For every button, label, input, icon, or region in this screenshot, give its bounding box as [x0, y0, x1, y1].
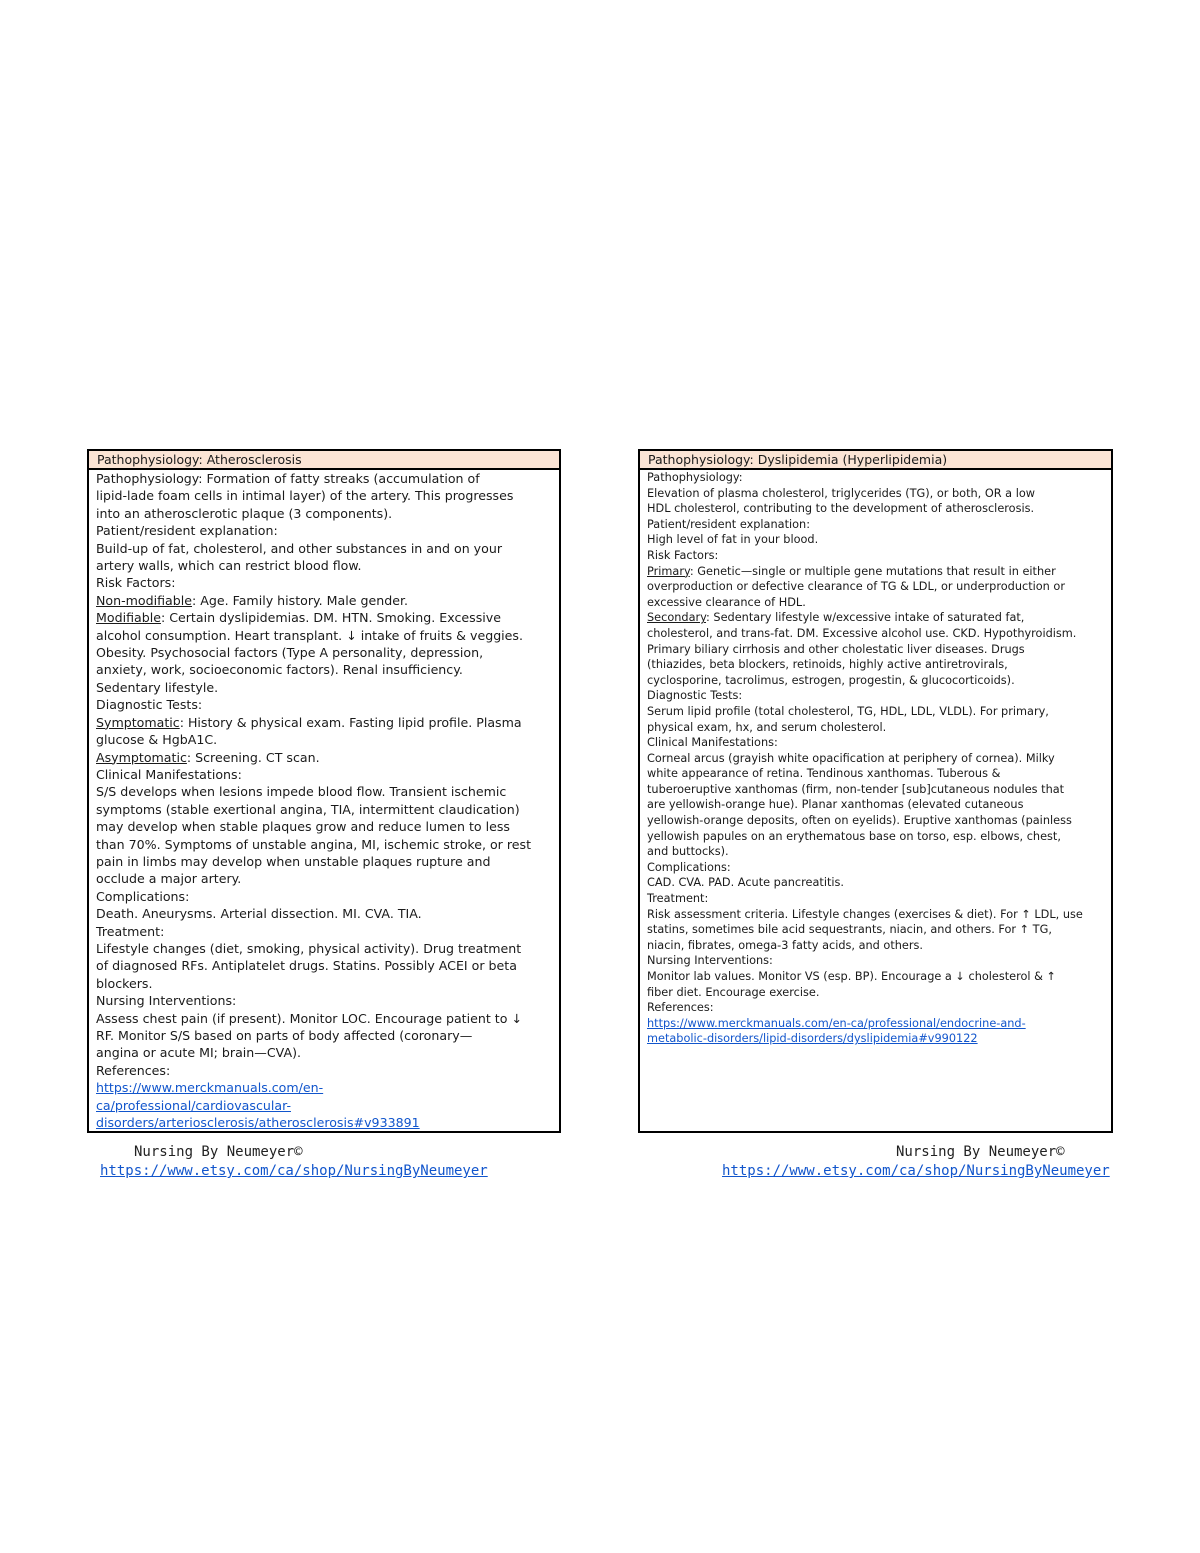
- text-segment: Death. Aneurysms. Arterial dissection. MI. CVA. TIA.: [96, 906, 422, 922]
- text-segment: fiber diet. Encourage exercise.: [647, 985, 820, 999]
- text-line: [96, 609, 553, 626]
- text-segment: are yellowish-orange hue). Planar xanthomas (elevated cutaneous: [647, 798, 1024, 812]
- text-segment: References:: [647, 1001, 714, 1015]
- text-segment: : Sedentary lifestyle w/excessive intake of saturated fat,: [706, 611, 1025, 625]
- text-segment: Risk assessment criteria. Lifestyle changes (exercises & diet). For ↑ LDL, use: [647, 907, 1083, 921]
- subheading-label: Secondary: [647, 611, 707, 625]
- dyslipidemia-card: [638, 449, 1113, 1133]
- text-segment: Diagnostic Tests:: [647, 689, 743, 703]
- text-line: [96, 749, 553, 766]
- text-segment: lipid-lade foam cells in intimal layer) of the artery. This progresses: [96, 488, 514, 504]
- text-segment: physical exam, hx, and serum cholesterol.: [647, 720, 887, 734]
- text-segment: Lifestyle changes (diet, smoking, physical activity). Drug treatment: [96, 940, 522, 956]
- reference-link[interactable]: ca/professional/cardiovascular-: [96, 1097, 291, 1113]
- text-segment: overproduction or defective clearance of TG & LDL, or underproduction or: [647, 580, 1065, 594]
- text-line: [647, 875, 1105, 891]
- text-segment: Assess chest pain (if present). Monitor LOC. Encourage patient to ↓: [96, 1010, 522, 1026]
- text-line: [96, 470, 553, 487]
- text-line: [647, 673, 1105, 689]
- text-line: [96, 905, 553, 922]
- text-segment: Nursing Interventions:: [96, 993, 237, 1009]
- text-line: [647, 704, 1105, 720]
- subheading-label: Asymptomatic: [96, 749, 187, 765]
- text-segment: Pathophysiology:: [647, 471, 743, 484]
- footer-left: [100, 1143, 488, 1181]
- text-segment: angina or acute MI; brain—CVA).: [96, 1045, 302, 1061]
- reference-link[interactable]: https://www.merckmanuals.com/en-: [96, 1080, 324, 1096]
- text-line: [96, 1027, 553, 1044]
- text-line: [647, 657, 1105, 673]
- text-segment: yellowish papules on an erythematous base on torso, esp. elbows, chest,: [647, 829, 1061, 843]
- text-line: [96, 1044, 553, 1061]
- text-line: [647, 735, 1105, 751]
- text-segment: symptoms (stable exertional angina, TIA, intermittent claudication): [96, 801, 520, 817]
- text-line: [96, 957, 553, 974]
- text-line: [647, 797, 1105, 813]
- text-segment: Treatment:: [647, 892, 709, 906]
- text-segment: yellowish-orange deposits, often on eyelids). Eruptive xanthomas (painless: [647, 814, 1072, 828]
- reference-link[interactable]: metabolic-disorders/lipid-disorders/dyslipidemia#v990122: [647, 1032, 978, 1046]
- footer-brand: Nursing By Neumeyer©: [134, 1144, 303, 1160]
- text-line: [96, 1097, 553, 1114]
- subheading-label: Non-modifiable: [96, 592, 193, 608]
- text-segment: niacin, fibrates, omega-3 fatty acids, and others.: [647, 938, 923, 952]
- text-line: [647, 579, 1105, 595]
- text-segment: occlude a major artery.: [96, 871, 242, 887]
- text-line: [96, 853, 553, 870]
- text-segment: Clinical Manifestations:: [96, 766, 242, 782]
- card-title: Pathophysiology: Atherosclerosis: [89, 451, 559, 470]
- text-segment: Patient/resident explanation:: [647, 517, 811, 531]
- shop-link[interactable]: https://www.etsy.com/ca/shop/NursingByNeumeyer: [100, 1163, 488, 1179]
- footer-right: [722, 1143, 1110, 1181]
- reference-link[interactable]: https://www.merckmanuals.com/en-ca/professional/endocrine-and-: [647, 1016, 1026, 1030]
- text-line: [647, 501, 1105, 517]
- text-line: [96, 923, 553, 940]
- card-body: [89, 470, 559, 1131]
- text-line: [96, 714, 553, 731]
- text-line: [96, 487, 553, 504]
- text-segment: Nursing Interventions:: [647, 954, 773, 968]
- card-title: Pathophysiology: Dyslipidemia (Hyperlipidemia): [640, 451, 1111, 470]
- text-segment: statins, sometimes bile acid sequestrants, niacin, and others. For ↑ TG,: [647, 923, 1052, 937]
- text-line: [647, 938, 1105, 954]
- text-segment: of diagnosed RFs. Antiplatelet drugs. Statins. Possibly ACEI or beta: [96, 958, 517, 974]
- text-segment: white appearance of retina. Tendinous xanthomas. Tuberous &: [647, 767, 1001, 781]
- text-line: [647, 626, 1105, 642]
- text-line: [96, 557, 553, 574]
- text-segment: excessive clearance of HDL.: [647, 595, 806, 609]
- text-line: [647, 985, 1105, 1001]
- text-segment: Corneal arcus (grayish white opacification at periphery of cornea). Milky: [647, 751, 1055, 765]
- text-line: [647, 610, 1105, 626]
- subheading-label: Primary: [647, 564, 690, 578]
- atherosclerosis-card: [87, 449, 561, 1133]
- text-segment: S/S develops when lesions impede blood flow. Transient ischemic: [96, 784, 507, 800]
- text-line: [647, 595, 1105, 611]
- text-line: [96, 731, 553, 748]
- text-segment: may develop when stable plaques grow and reduce lumen to less: [96, 819, 510, 835]
- text-segment: Diagnostic Tests:: [96, 697, 203, 713]
- text-segment: Risk Factors:: [647, 548, 719, 562]
- text-segment: and buttocks).: [647, 845, 729, 859]
- text-line: [96, 522, 553, 539]
- text-line: [647, 642, 1105, 658]
- text-line: [96, 818, 553, 835]
- text-line: [96, 627, 553, 644]
- text-line: [96, 836, 553, 853]
- text-line: [647, 844, 1105, 860]
- text-segment: (thiazides, beta blockers, retinoids, highly active antiretrovirals,: [647, 658, 1008, 672]
- text-line: [96, 574, 553, 591]
- text-line: [647, 829, 1105, 845]
- text-line: [96, 783, 553, 800]
- text-line: [96, 975, 553, 992]
- text-line: [647, 751, 1105, 767]
- text-line: [647, 564, 1105, 580]
- text-segment: References:: [96, 1062, 171, 1078]
- text-segment: RF. Monitor S/S based on parts of body affected (coronary—: [96, 1028, 473, 1043]
- text-segment: blockers.: [96, 975, 153, 991]
- text-segment: Serum lipid profile (total cholesterol, TG, HDL, LDL, VLDL). For primary,: [647, 704, 1049, 718]
- text-segment: Risk Factors:: [96, 575, 176, 591]
- reference-link[interactable]: disorders/arteriosclerosis/atherosclerosis#v933891: [96, 1115, 420, 1131]
- text-line: [96, 888, 553, 905]
- text-segment: cholesterol, and trans-fat. DM. Excessive alcohol use. CKD. Hypothyroidism.: [647, 626, 1077, 640]
- text-segment: artery walls, which can restrict blood flow.: [96, 558, 362, 574]
- text-segment: Complications:: [647, 860, 731, 874]
- text-segment: Patient/resident explanation:: [96, 523, 278, 539]
- text-line: [96, 940, 553, 957]
- text-line: [647, 1016, 1105, 1032]
- subheading-label: Symptomatic: [96, 714, 180, 730]
- text-line: [647, 720, 1105, 736]
- text-line: [647, 532, 1105, 548]
- text-segment: pain in limbs may develop when unstable plaques rupture and: [96, 853, 491, 869]
- text-line: [647, 860, 1105, 876]
- text-line: [647, 782, 1105, 798]
- text-segment: : Genetic—single or multiple gene mutations that result in either: [689, 564, 1056, 578]
- text-segment: Elevation of plasma cholesterol, triglycerides (TG), or both, OR a low: [647, 486, 1035, 500]
- text-line: [96, 766, 553, 783]
- text-line: [647, 470, 1105, 486]
- text-segment: HDL cholesterol, contributing to the development of atherosclerosis.: [647, 502, 1035, 516]
- text-line: [96, 679, 553, 696]
- text-line: [96, 644, 553, 661]
- text-line: [647, 922, 1105, 938]
- text-segment: Build-up of fat, cholesterol, and other substances in and on your: [96, 540, 503, 556]
- text-line: [647, 891, 1105, 907]
- text-segment: Complications:: [96, 888, 190, 904]
- text-line: [647, 517, 1105, 533]
- text-line: [647, 813, 1105, 829]
- text-line: [647, 486, 1105, 502]
- text-line: [647, 548, 1105, 564]
- text-segment: : Age. Family history. Male gender.: [192, 592, 409, 608]
- text-segment: High level of fat in your blood.: [647, 533, 819, 547]
- text-line: [96, 696, 553, 713]
- text-line: [96, 1010, 553, 1027]
- text-segment: alcohol consumption. Heart transplant. ↓ intake of fruits & veggies.: [96, 627, 523, 643]
- text-segment: anxiety, work, socioeconomic factors). Renal insufficiency.: [96, 662, 463, 678]
- text-segment: than 70%. Symptoms of unstable angina, MI, ischemic stroke, or rest: [96, 836, 532, 852]
- text-segment: Primary biliary cirrhosis and other cholestatic liver diseases. Drugs: [647, 642, 1025, 656]
- text-line: [647, 1000, 1105, 1016]
- text-segment: cyclosporine, tacrolimus, estrogen, progestin, & glucocorticoids).: [647, 673, 1015, 687]
- text-line: [647, 766, 1105, 782]
- text-segment: Sedentary lifestyle.: [96, 679, 219, 695]
- card-body: [640, 470, 1111, 1047]
- text-line: [96, 505, 553, 522]
- text-segment: Monitor lab values. Monitor VS (esp. BP). Encourage a ↓ cholesterol & ↑: [647, 970, 1057, 983]
- text-line: [96, 592, 553, 609]
- text-line: [96, 992, 553, 1009]
- text-line: [96, 661, 553, 678]
- text-segment: CAD. CVA. PAD. Acute pancreatitis.: [647, 876, 845, 890]
- subheading-label: Modifiable: [96, 610, 161, 626]
- text-segment: Pathophysiology: Formation of fatty streaks (accumulation of: [96, 471, 480, 486]
- text-segment: Obesity. Psychosocial factors (Type A personality, depression,: [96, 645, 484, 661]
- text-line: [647, 907, 1105, 923]
- text-segment: Clinical Manifestations:: [647, 736, 778, 750]
- text-line: [96, 801, 553, 818]
- text-line: [96, 1079, 553, 1096]
- text-segment: glucose & HgbA1C.: [96, 732, 218, 748]
- text-line: [647, 969, 1105, 985]
- text-segment: into an atherosclerotic plaque (3 components).: [96, 505, 393, 521]
- text-line: [647, 1031, 1105, 1047]
- text-line: [96, 1114, 553, 1131]
- text-segment: : Certain dyslipidemias. DM. HTN. Smoking. Excessive: [160, 610, 501, 626]
- text-segment: : History & physical exam. Fasting lipid profile. Plasma: [179, 714, 522, 730]
- text-line: [96, 1062, 553, 1079]
- text-line: [96, 870, 553, 887]
- shop-link[interactable]: https://www.etsy.com/ca/shop/NursingByNeumeyer: [722, 1163, 1110, 1179]
- text-segment: tuberoeruptive xanthomas (firm, non-tender [sub]cutaneous nodules that: [647, 782, 1065, 796]
- text-segment: : Screening. CT scan.: [186, 749, 320, 765]
- text-segment: Treatment:: [96, 923, 165, 939]
- text-line: [647, 953, 1105, 969]
- text-line: [96, 540, 553, 557]
- footer-brand: Nursing By Neumeyer©: [896, 1144, 1065, 1160]
- text-line: [647, 688, 1105, 704]
